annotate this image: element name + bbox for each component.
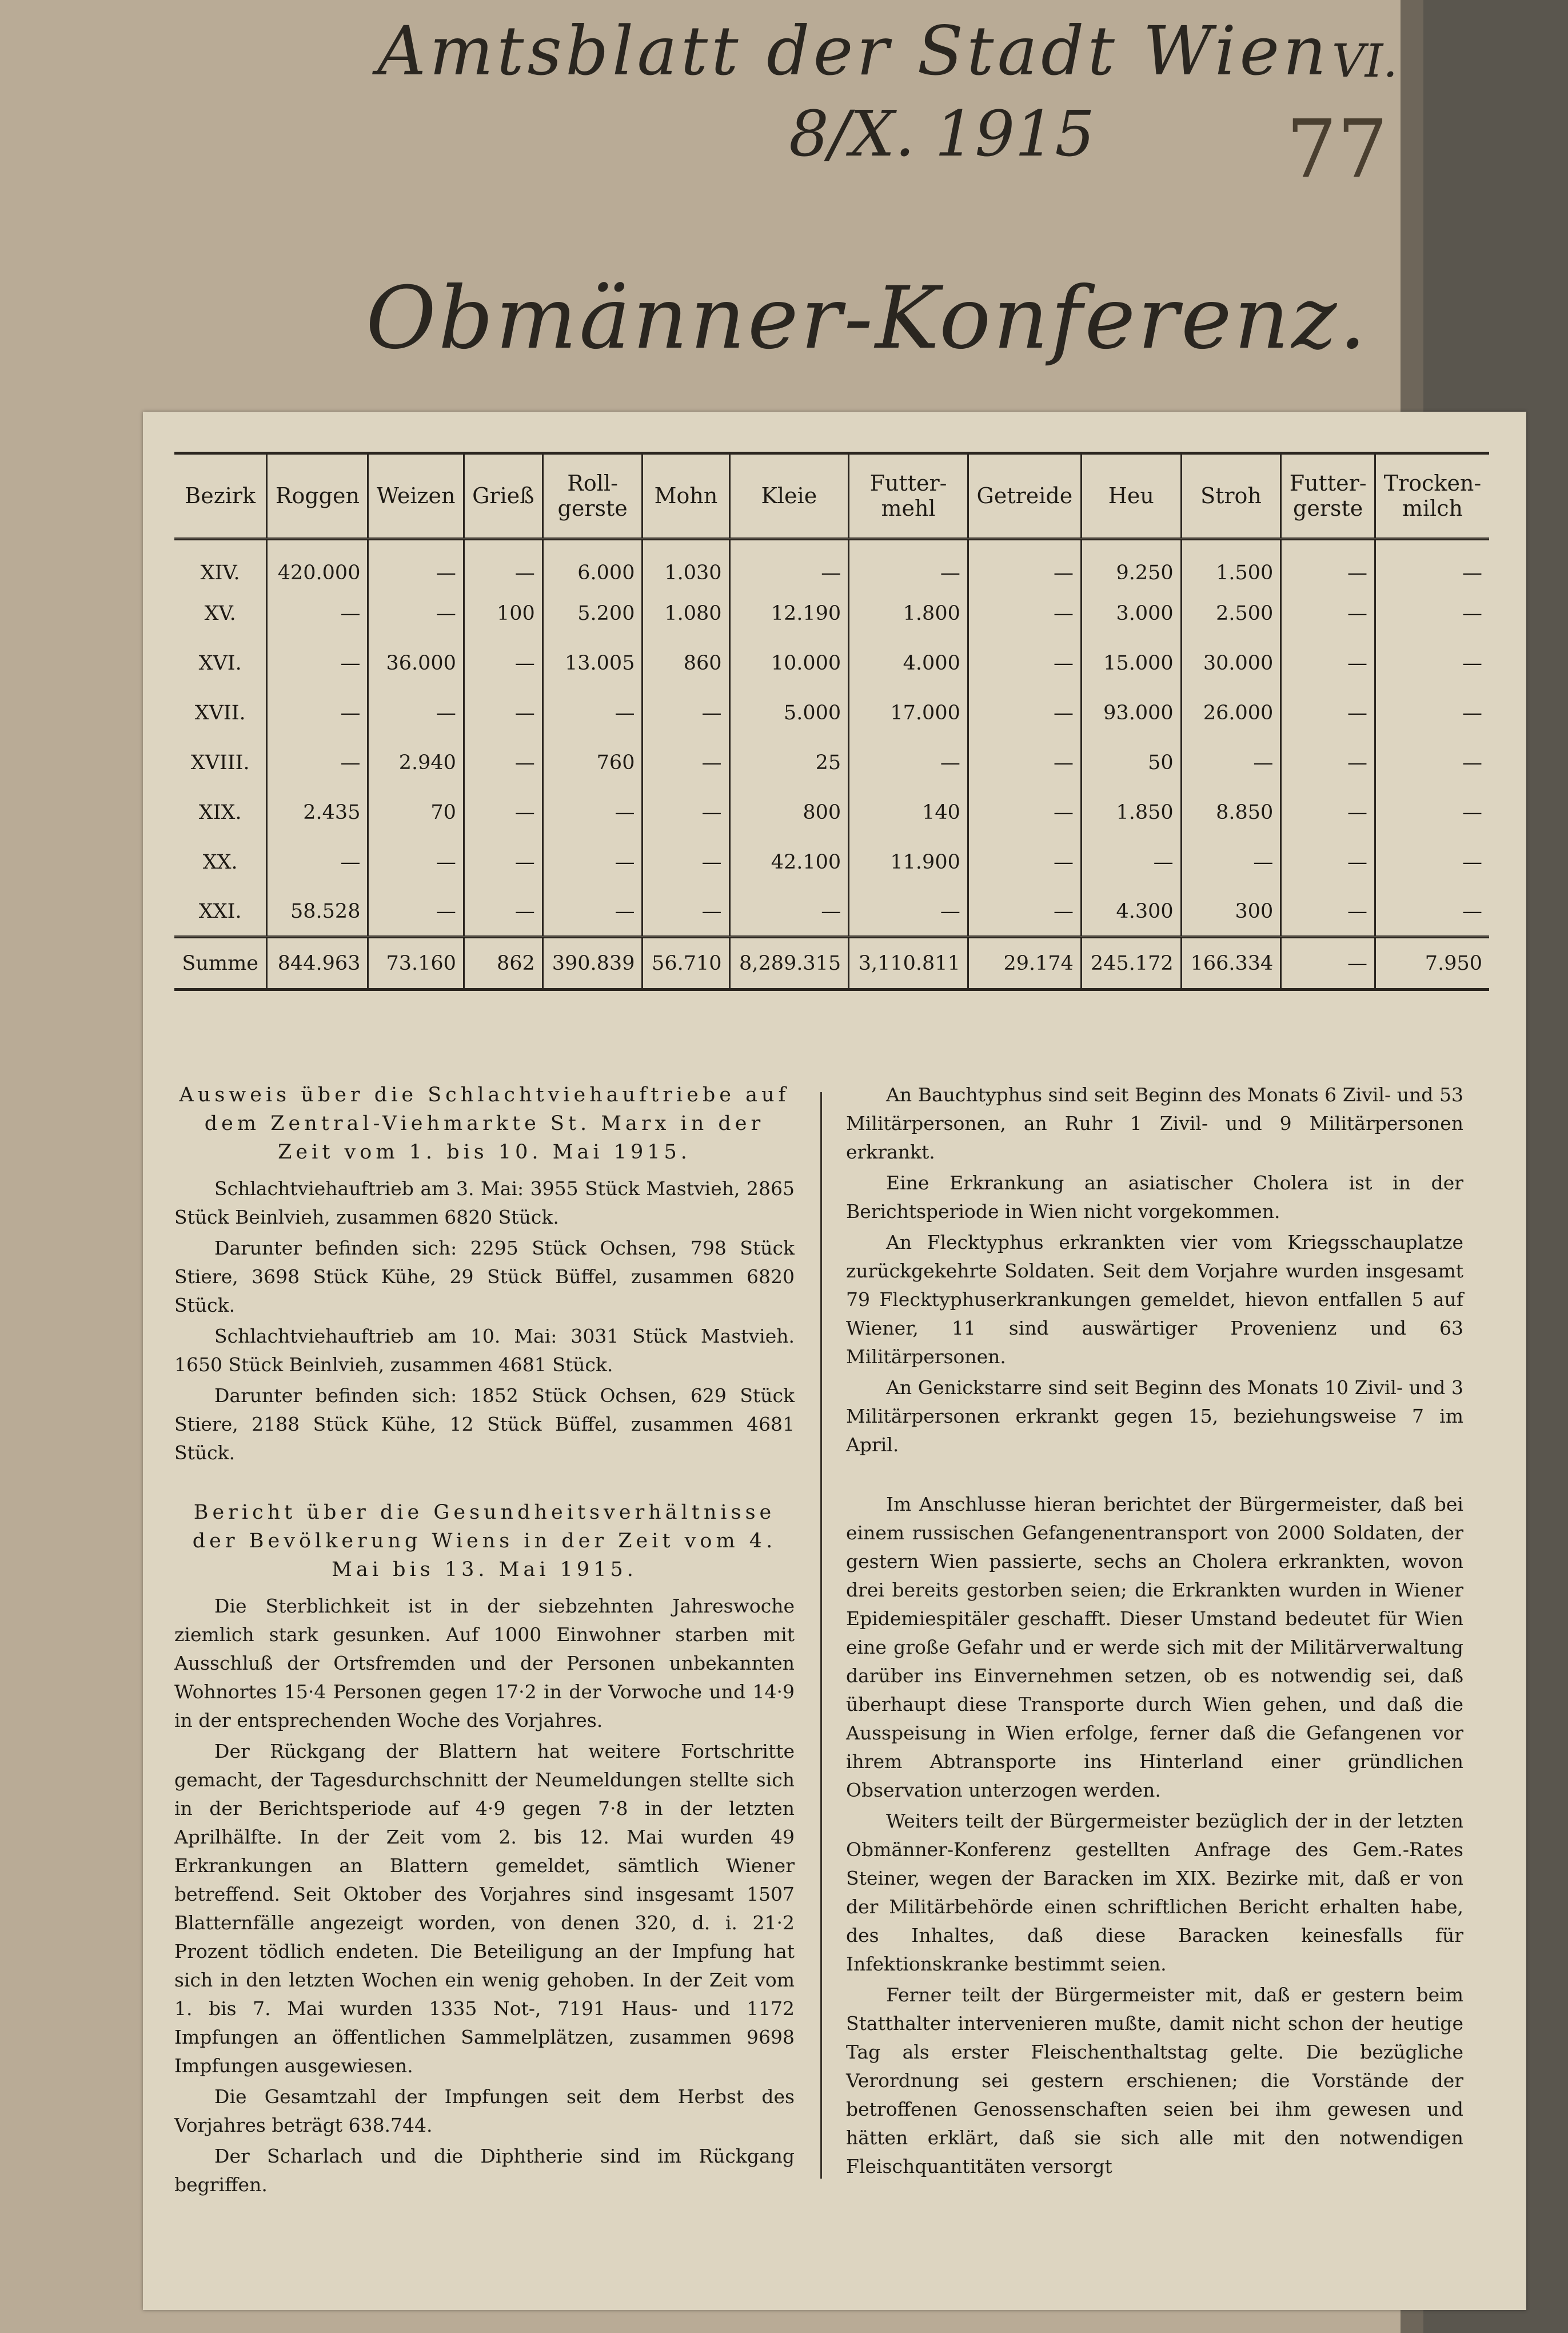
table-cell: —	[968, 887, 1081, 937]
table-cell: 12.190	[729, 589, 849, 639]
column-header: Trocken- milch	[1375, 453, 1490, 539]
column-header: Stroh	[1181, 453, 1281, 539]
table-cell: —	[968, 688, 1081, 738]
table-cell: 1.030	[643, 539, 729, 589]
total-cell: 844.963	[267, 937, 368, 990]
table-cell: —	[1281, 838, 1375, 887]
table-cell: —	[1281, 589, 1375, 639]
paragraph: Der Rückgang der Blattern hat weitere Fortschritte gemacht, der Tagesdurchschnitt der Neumeldungen stellte sich in der Berichtsperiode auf 4·9 gegen 7·8 in der letzten Aprilhälfte. In der Zeit vom 2. bis 12. Mai wurden 49 Erkrankungen an Blattern gemeldet, sämtlich Wiener betreffend. Seit Oktober des Vorjahres sind insgesamt 1507 Blatternfälle angezeigt worden, von denen 320, d. i. 21·2 Prozent tödlich endeten. Die Beteiligung an der Impfung hat sich in den letzten Wochen ein wenig gehoben. In der Zeit vom 1. bis 7. Mai wurden 1335 Not-, 7191 Haus- und 1172 Impfungen an öffentlichen Sammelplätzen, zusammen 9698 Impfungen ausgewiesen.	[174, 1740, 795, 2077]
table-cell: 1.500	[1181, 539, 1281, 589]
table-cell: —	[968, 838, 1081, 887]
table-cell: XXI.	[198, 899, 242, 923]
table-cell: —	[542, 887, 643, 937]
table-cell: 100	[464, 589, 542, 639]
column-header: Bezirk	[174, 453, 267, 539]
table-cell: —	[464, 688, 542, 738]
paragraph: Darunter befinden sich: 2295 Stück Ochsen, 798 Stück Stiere, 3698 Stück Kühe, 29 Stück Büffel, zusammen 6820 Stück.	[174, 1237, 795, 1316]
table-cell: —	[1375, 887, 1490, 937]
table-cell: —	[1375, 539, 1490, 589]
handwritten-date: 8/X. 1915	[789, 97, 1095, 170]
table-cell: 6.000	[542, 539, 643, 589]
table-row	[174, 639, 1489, 688]
table-cell: 4.000	[849, 639, 968, 688]
table-row	[174, 738, 1489, 788]
table-cell: 15.000	[1081, 639, 1181, 688]
paragraph: Darunter befinden sich: 1852 Stück Ochsen, 629 Stück Stiere, 2188 Stück Kühe, 12 Stück Büffel, zusammen 4681 Stück.	[174, 1384, 795, 1464]
table-cell: 2.435	[267, 788, 368, 838]
table-cell: —	[968, 589, 1081, 639]
table-cell: 5.000	[729, 688, 849, 738]
total-cell: 862	[464, 937, 542, 990]
table-cell: 760	[542, 738, 643, 788]
table-totals-row	[174, 937, 1489, 990]
left-column	[174, 1081, 795, 2201]
column-header: Roggen	[267, 453, 368, 539]
table-cell: XVIII.	[190, 751, 250, 774]
table-cell: —	[368, 539, 464, 589]
total-cell: 73.160	[368, 937, 464, 990]
table-cell: XIX.	[198, 801, 242, 824]
table-cell: —	[464, 838, 542, 887]
table-cell: 2.940	[368, 738, 464, 788]
table-cell: 25	[729, 738, 849, 788]
table-cell: —	[1281, 688, 1375, 738]
column-header: Roll- gerste	[542, 453, 643, 539]
table-cell: XX.	[202, 851, 238, 874]
table-cell: 26.000	[1181, 688, 1281, 738]
total-cell: Summe	[174, 937, 267, 990]
paragraph: Schlachtviehauftrieb am 3. Mai: 3955 Stück Mastvieh, 2865 Stück Beinlvieh, zusammen 6820 Stück.	[174, 1177, 795, 1228]
table-cell: —	[849, 539, 968, 589]
disease-paragraphs	[846, 1081, 1463, 1459]
table-cell: —	[464, 887, 542, 937]
table-cell: —	[1281, 738, 1375, 788]
district-supply-table	[174, 452, 1489, 991]
table-cell: —	[542, 688, 643, 738]
total-cell: 3,110.811	[849, 937, 968, 990]
table-body	[174, 539, 1489, 937]
table-cell: —	[968, 639, 1081, 688]
cattle-market-paragraphs	[174, 1175, 795, 1467]
table-cell: —	[643, 688, 729, 738]
table-cell: —	[968, 539, 1081, 589]
paragraph: Im Anschlusse hieran berichtet der Bürgermeister, daß bei einem russischen Gefangenentransport von 2000 Soldaten, der gestern Wien passierte, sechs an Cholera erkrankten, wovon drei bereits gestorben seien; die Erkrankten wurden in Wiener Epidemiespitäler geschafft. Dieser Umstand bedeutet für Wien eine große Gefahr und er werde sich mit der Militärverwaltung darüber ins Einvernehmen setzen, ob es notwendig sei, daß überhaupt diese Transporte durch Wien gehen, und daß die Ausspeisung in Wien erfolge, ferner daß die Gefangenen vor ihrem Abtransporte ins Hinterland einer gründlichen Observation unterzogen werden.	[846, 1493, 1463, 1801]
table-cell: 9.250	[1081, 539, 1181, 589]
table-cell: —	[1181, 838, 1281, 887]
table-cell: —	[849, 738, 968, 788]
health-report-heading: Bericht über die Gesundheitsverhältnisse der Bevölkerung Wiens in der Zeit vom 4. Mai bis 13. Mai 1915.	[192, 1501, 777, 1581]
table-cell: XVII.	[194, 702, 246, 724]
total-cell: 29.174	[968, 937, 1081, 990]
handwritten-volume: VI.	[1332, 34, 1398, 87]
table-cell: 8.850	[1181, 788, 1281, 838]
table-cell: —	[368, 589, 464, 639]
table-cell: 11.900	[849, 838, 968, 887]
table-cell: 70	[368, 788, 464, 838]
table-cell: —	[643, 788, 729, 838]
table-cell: —	[464, 639, 542, 688]
table-cell: —	[368, 688, 464, 738]
table-cell: —	[643, 838, 729, 887]
column-header: Getreide	[968, 453, 1081, 539]
table-cell: 13.005	[542, 639, 643, 688]
column-divider	[820, 1092, 822, 2179]
table-cell: 30.000	[1181, 639, 1281, 688]
table-cell: 420.000	[267, 539, 368, 589]
table-cell: —	[643, 738, 729, 788]
total-cell: 245.172	[1081, 937, 1181, 990]
table-cell: —	[542, 788, 643, 838]
column-header: Weizen	[368, 453, 464, 539]
table-cell: —	[267, 639, 368, 688]
table-cell: 800	[729, 788, 849, 838]
paragraph: Eine Erkrankung an asiatischer Cholera ist in der Berichtsperiode in Wien nicht vorgekommen.	[846, 1172, 1463, 1223]
table-cell: —	[1375, 688, 1490, 738]
column-header: Grieß	[464, 453, 542, 539]
table-cell: —	[729, 539, 849, 589]
column-header: Futter- gerste	[1281, 453, 1375, 539]
table-cell: 5.200	[542, 589, 643, 639]
table-cell: —	[1375, 838, 1490, 887]
paragraph: An Genickstarre sind seit Beginn des Monats 10 Zivil- und 3 Militärpersonen erkrankt gegen 15, beziehungsweise 7 im April.	[846, 1376, 1463, 1456]
table-cell: —	[464, 539, 542, 589]
table-cell: —	[968, 738, 1081, 788]
table-cell: —	[1081, 838, 1181, 887]
total-cell: 390.839	[542, 937, 643, 990]
health-report-paragraphs	[174, 1592, 795, 2199]
table-cell: XIV.	[200, 562, 240, 585]
total-cell: 166.334	[1181, 937, 1281, 990]
paragraph: An Bauchtyphus sind seit Beginn des Monats 6 Zivil- und 53 Militärpersonen, an Ruhr 1 Zivil- und 9 Militärpersonen erkrankt.	[846, 1084, 1463, 1163]
table-cell: 17.000	[849, 688, 968, 738]
paragraph: An Flecktyphus erkrankten vier vom Kriegsschauplatze zurückgekehrte Soldaten. Seit dem Vorjahre wurden insgesamt 79 Flecktyphuserkrankungen gemeldet, hievon entfallen 5 auf Wiener, 11 sind auswärtiger Provenienz und 63 Militärpersonen.	[846, 1231, 1463, 1368]
paragraph: Die Gesamtzahl der Impfungen seit dem Herbst des Vorjahres beträgt 638.744.	[174, 2085, 795, 2136]
table-cell: —	[1281, 788, 1375, 838]
table-cell: 36.000	[368, 639, 464, 688]
table-cell: —	[1375, 788, 1490, 838]
table-cell: 140	[849, 788, 968, 838]
right-column	[846, 1081, 1463, 2183]
table-cell: —	[1281, 539, 1375, 589]
table-cell: —	[1375, 639, 1490, 688]
paragraph: Ferner teilt der Bürgermeister mit, daß er gestern beim Statthalter intervenieren mußte, damit nicht schon der heutige Tag als erster Fleischenthaltstag gelte. Die bezügliche Verordnung sei gestern erschienen; die Vorstände der betroffenen Genossenschaften seien bei ihm gewesen und hätten erklärt, daß sie sich alle mit den notwendigen Fleischquantitäten versorgt	[846, 1984, 1463, 2177]
table-cell: —	[849, 887, 968, 937]
table-cell: —	[729, 887, 849, 937]
table-cell: —	[368, 887, 464, 937]
table-cell: 10.000	[729, 639, 849, 688]
table-cell: 860	[643, 639, 729, 688]
paragraph: Schlachtviehauftrieb am 10. Mai: 3031 Stück Mastvieh. 1650 Stück Beinlvieh, zusammen 4681 Stück.	[174, 1325, 795, 1376]
cattle-market-heading: Ausweis über die Schlachtviehauftriebe auf dem Zentral-Viehmarkte St. Marx in der Zeit vom 1. bis 10. Mai 1915.	[179, 1084, 790, 1164]
table-cell: 42.100	[729, 838, 849, 887]
table-cell: —	[1375, 738, 1490, 788]
table-row	[174, 688, 1489, 738]
table-cell: 1.800	[849, 589, 968, 639]
handwritten-subject: Obmänner-Konferenz.	[366, 269, 1369, 368]
table-cell: —	[368, 838, 464, 887]
total-cell: —	[1281, 937, 1375, 990]
table-cell: —	[1375, 589, 1490, 639]
table-cell: —	[643, 887, 729, 937]
column-header: Heu	[1081, 453, 1181, 539]
column-header: Futter- mehl	[849, 453, 968, 539]
table-cell: —	[464, 788, 542, 838]
table-cell: —	[267, 688, 368, 738]
table-cell: —	[968, 788, 1081, 838]
table-cell: 93.000	[1081, 688, 1181, 738]
table-cell: —	[464, 738, 542, 788]
total-cell: 7.950	[1375, 937, 1490, 990]
paragraph: Weiters teilt der Bürgermeister bezüglich der in der letzten Obmänner-Konferenz gestellten Anfrage des Gem.-Rates Steiner, wegen der Baracken im XIX. Bezirke mit, daß er von der Militärbehörde einen schriftlichen Bericht erhalten habe, des Inhaltes, daß diese Baracken keinesfalls für Infektionskranke bestimmt seien.	[846, 1810, 1463, 1975]
table-cell: 58.528	[267, 887, 368, 937]
paragraph: Die Sterblichkeit ist in der siebzehnten Jahreswoche ziemlich stark gesunken. Auf 1000 Einwohner starben mit Ausschluß der Ortsfremden und der Personen unbekannten Wohnortes 15·4 Personen gegen 17·2 in der Vorwoche und 14·9 in der entsprechenden Woche des Vorjahres.	[174, 1595, 795, 1731]
newspaper-clipping	[143, 412, 1526, 2310]
table-cell: —	[542, 838, 643, 887]
table-cell: XV.	[204, 602, 236, 625]
table-cell: —	[267, 738, 368, 788]
table-cell: —	[1281, 639, 1375, 688]
table-header-row	[174, 453, 1489, 539]
table-row	[174, 539, 1489, 589]
table-cell: —	[267, 838, 368, 887]
table-cell: —	[1181, 738, 1281, 788]
handwritten-page-number: 77	[1286, 103, 1389, 196]
total-cell: 56.710	[643, 937, 729, 990]
table-cell: XVI.	[198, 652, 242, 675]
table-cell: 50	[1081, 738, 1181, 788]
table-row	[174, 589, 1489, 639]
table-row	[174, 887, 1489, 937]
handwritten-header: Amtsblatt der Stadt Wien	[377, 11, 1330, 90]
table-cell: 3.000	[1081, 589, 1181, 639]
table-cell: —	[1281, 887, 1375, 937]
table-cell: 1.080	[643, 589, 729, 639]
table-cell: 2.500	[1181, 589, 1281, 639]
table-cell: 4.300	[1081, 887, 1181, 937]
table-cell: 1.850	[1081, 788, 1181, 838]
total-cell: 8,289.315	[729, 937, 849, 990]
mayor-report-paragraphs	[846, 1490, 1463, 2181]
paragraph: Der Scharlach und die Diphtherie sind im Rückgang begriffen.	[174, 2145, 795, 2196]
column-header: Mohn	[643, 453, 729, 539]
table-row	[174, 788, 1489, 838]
table-cell: 300	[1181, 887, 1281, 937]
column-header: Kleie	[729, 453, 849, 539]
table-cell: —	[267, 589, 368, 639]
table-row	[174, 838, 1489, 887]
